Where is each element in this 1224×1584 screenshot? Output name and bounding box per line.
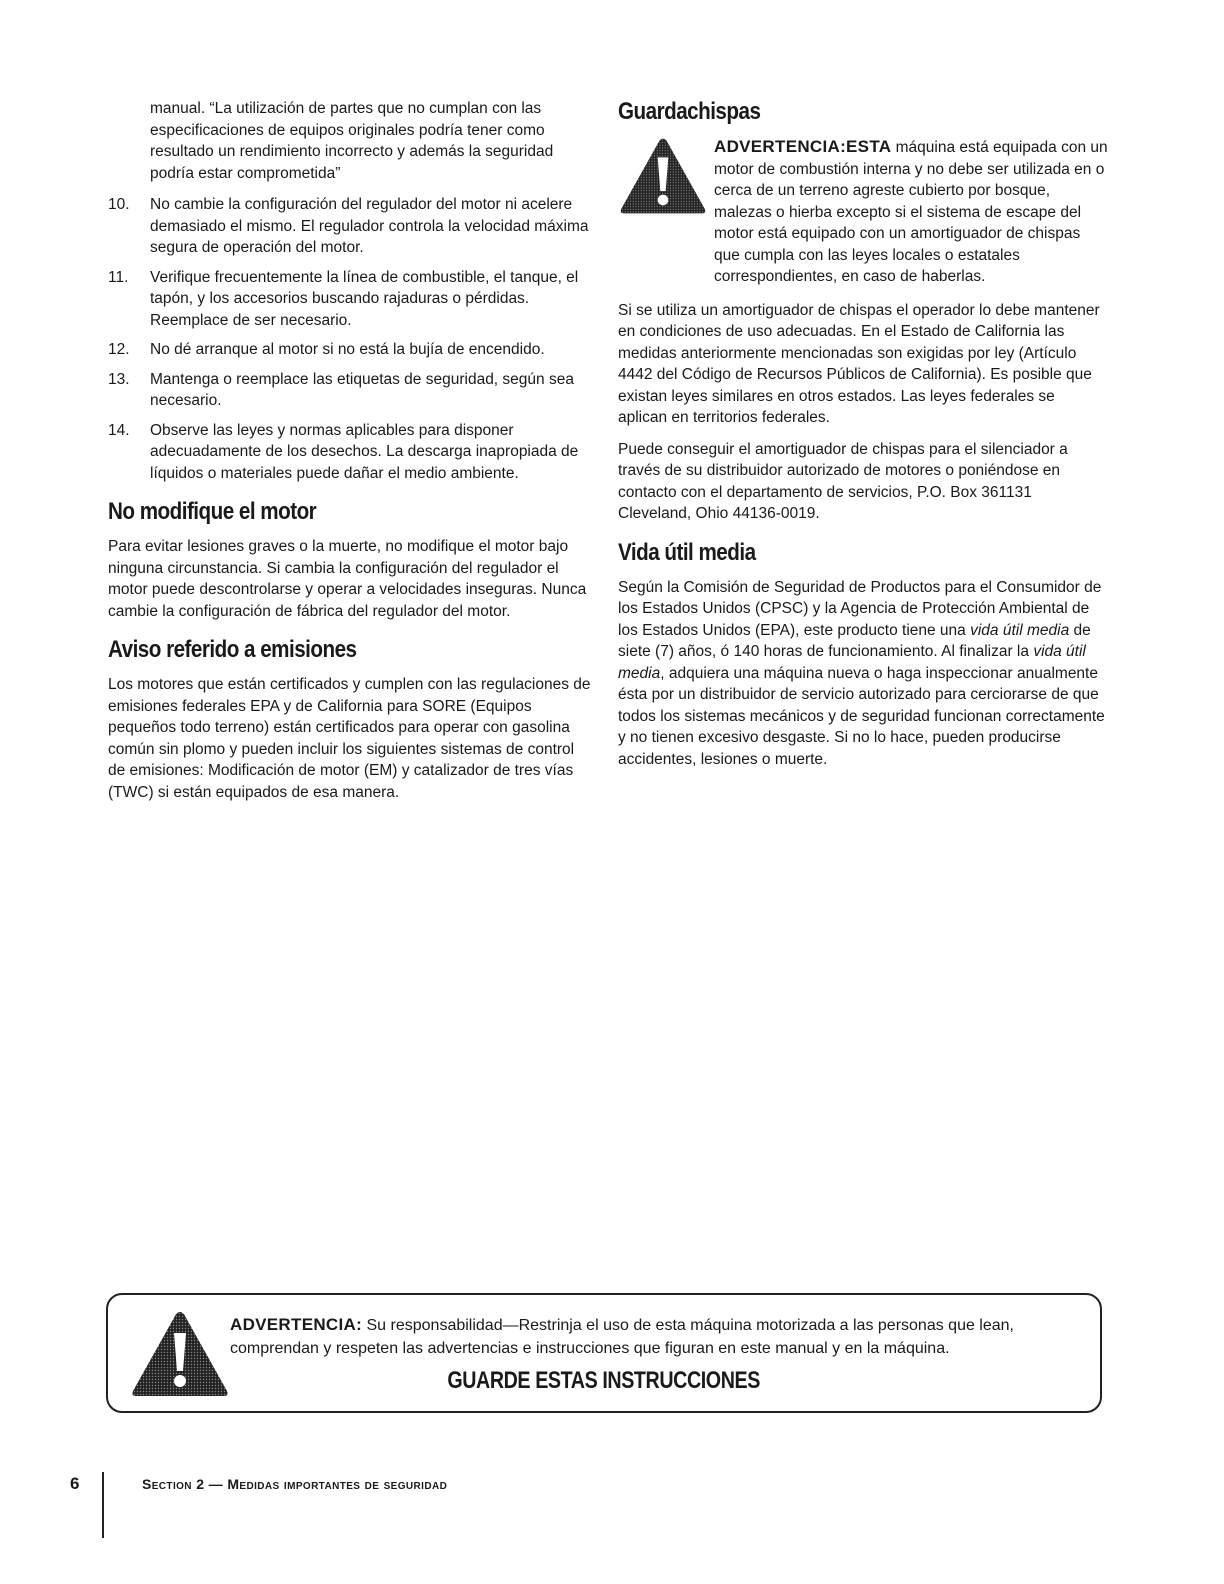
item-number: 11.: [108, 268, 129, 286]
left-column: [108, 98, 594, 813]
item-number: 14.: [108, 421, 130, 439]
warning-text: máquina está equipada con un motor de combustión interna y no debe ser utilizada en o cerca de un terreno agreste cubierto por bosque, malezas o hierba excepto si el sistema de escape del motor está equipado con un amortiguador de chispas que cumpla con las leyes locales o estatales correspondientes, en caso de haberlas.: [714, 139, 1108, 285]
responsibility-warning-box: [106, 1293, 1102, 1413]
list-item: [108, 194, 594, 259]
emissions-heading: Aviso referido a emisiones: [108, 636, 357, 663]
item-text: Mantenga o reemplace las etiquetas de seguridad, según sea necesario.: [150, 370, 574, 409]
useful-life-text: , adquiera una máquina nueva o haga inspeccionar anualmente ésta por un distribuidor de servicio autorizado para cerciorarse de que todos los sistemas mecánicos y de seguridad funcionan correctamente y no tienen excesivo desgaste. Si no lo hace, pueden producirse accidentes, lesiones o muerte.: [618, 664, 1105, 768]
item-text: No cambie la configuración del regulador del motor ni acelere demasiado el mismo. El regulador controla la velocidad máxima segura de operación del motor.: [150, 196, 589, 256]
motor-paragraph: Para evitar lesiones graves o la muerte, no modifique el motor bajo ninguna circunstancia. Si cambia la configuración del regulador el motor puede descontrolarse y operar a velocidades inseguras. Nunca cambie la configuración de fábrica del regulador del motor.: [108, 538, 587, 620]
footer-divider: [102, 1472, 104, 1538]
useful-life-text: de siete (7) años, ó 140 horas de funcionamiento. Al finalizar la: [618, 621, 1091, 660]
useful-life-heading: Vida útil media: [618, 538, 756, 566]
spark-paragraph-1: Si se utiliza un amortiguador de chispas el operador lo debe mantener en condiciones de uso adecuadas. En el Estado de California las medidas anteriormente mencionadas son exigidas por ley (Artículo 4442 del Código de Recursos Públicos de California). Es posible que existan leyes similares en otros estados. Las leyes federales se aplican en territorios federales.: [618, 301, 1100, 426]
useful-life-paragraph: [618, 577, 1108, 771]
emissions-paragraph: Los motores que están certificados y cumplen con las regulaciones de emisiones federales EPA y de California para SORE (Equipos pequeños todo terreno) están certificados para operar con gasolina común sin plomo y pueden incluir los siguientes sistemas de control de emisiones: Modificación de motor (EM) y catalizador de tres vías (TWC) si están equipados de esa manera.: [108, 676, 591, 801]
item-text: Observe las leyes y normas aplicables para disponer adecuadamente de los desechos. La descarga inapropiada de líquidos o materiales puede dañar el medio ambiente.: [150, 421, 579, 482]
spark-paragraph-2: Puede conseguir el amortiguador de chispas para el silenciador a través de su distribuidor autorizado de motores o poniéndose en contacto con el departamento de servicios, P.O. Box 361131 Cleveland, Ohio 44136-0019.: [618, 440, 1068, 522]
safety-rules-list: [108, 194, 594, 484]
warning-box-text: [230, 1313, 1090, 1360]
list-item: [108, 420, 594, 485]
save-instructions-title: [108, 1367, 1100, 1395]
section-label: Section 2 — Medidas importantes de seguridad: [142, 1476, 448, 1492]
save-instructions-text: GUARDE ESTAS INSTRUCCIONES: [447, 1367, 761, 1394]
page-number: 6: [70, 1474, 80, 1493]
right-column: [618, 98, 1108, 780]
item-text: No dé arranque al motor si no está la bujía de encendido.: [150, 341, 545, 358]
warning-triangle-icon: [618, 136, 708, 216]
continued-paragraph: manual. “La utilización de partes que no cumplan con las especificaciones de equipos originales podría tener como resultado un rendimiento incorrecto y además la seguridad podría estar comprometida”: [150, 100, 554, 182]
item-text: Verifique frecuentemente la línea de combustible, el tanque, el tapón, y los accesorios buscando rajaduras o pérdidas. Reemplace de ser necesario.: [150, 268, 579, 329]
page-footer: [62, 1472, 662, 1532]
warning-label: ADVERTENCIA:ESTA: [714, 137, 892, 156]
spark-arrester-heading: Guardachispas: [618, 98, 761, 125]
list-item: [108, 267, 594, 332]
list-item: [108, 369, 594, 412]
warning-box-message: Su responsabilidad—Restrinja el uso de esta máquina motorizada a las personas que lean, comprendan y respeten las advertencias e instrucciones que figuran en este manual y en la máquina.: [230, 1317, 1014, 1357]
list-item: [108, 339, 594, 361]
warning-box-label: ADVERTENCIA:: [230, 1315, 363, 1334]
motor-heading: No modifique el motor: [108, 498, 317, 525]
spark-warning: [618, 136, 1108, 288]
useful-life-term: vida útil media: [618, 643, 1086, 682]
item-number: 10.: [108, 196, 130, 213]
item-number: 13.: [108, 370, 130, 388]
item-number: 12.: [108, 341, 130, 358]
useful-life-text: Según la Comisión de Seguridad de Productos para el Consumidor de los Estados Unidos (CPSC) y la Agencia de Protección Ambiental de los Estados Unidos (EPA), este producto tiene una: [618, 578, 1102, 639]
useful-life-term: vida útil media: [970, 621, 1070, 639]
